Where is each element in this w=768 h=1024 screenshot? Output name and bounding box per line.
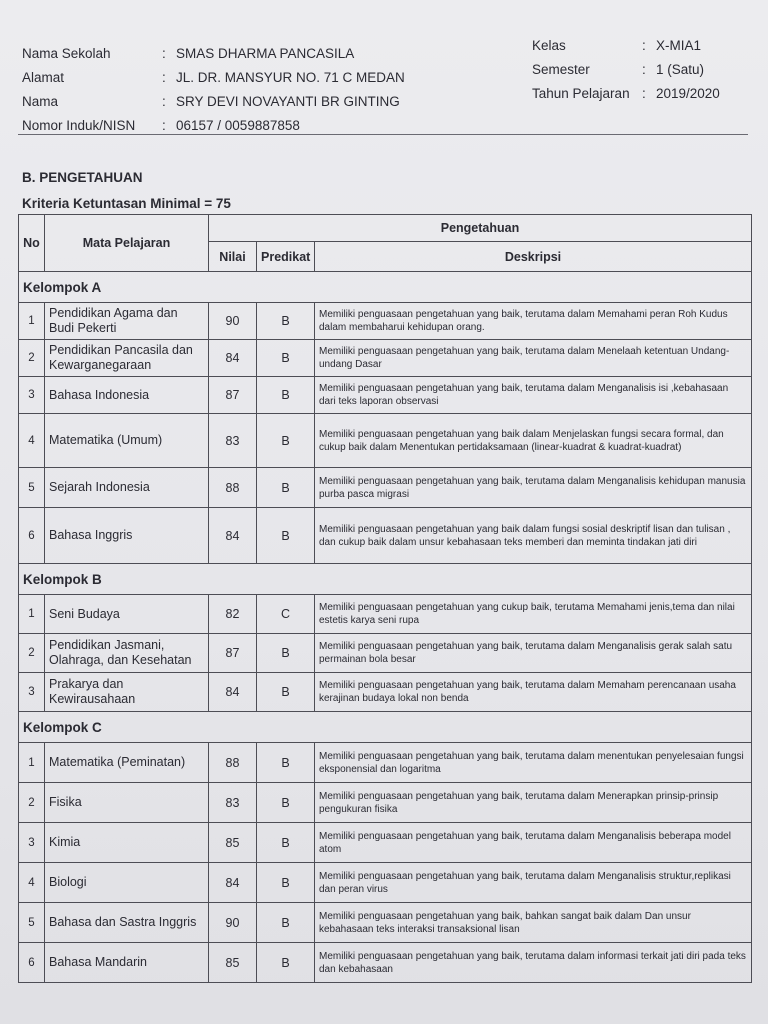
info-separator: : <box>162 94 166 109</box>
info-value: 1 (Satu) <box>656 62 705 77</box>
row-predicate: B <box>257 863 315 903</box>
info-value: JL. DR. MANSYUR NO. 71 C MEDAN <box>176 70 405 85</box>
student-info <box>22 42 405 138</box>
row-description: Memiliki penguasaan pengetahuan yang baik, terutama dalam Menganalisis gerak salah satu permainan bola besar <box>315 634 752 673</box>
row-description: Memiliki penguasaan pengetahuan yang baik, terutama dalam informasi terkait jati diri pada teks dan kebahasaan <box>315 943 752 983</box>
row-predicate: B <box>257 903 315 943</box>
info-separator: : <box>162 46 166 61</box>
row-predicate: B <box>257 743 315 783</box>
info-separator: : <box>642 38 646 53</box>
info-value: SRY DEVI NOVAYANTI BR GINTING <box>176 94 400 109</box>
table-row <box>19 595 752 634</box>
grades-table <box>18 214 752 983</box>
row-predicate: C <box>257 595 315 634</box>
row-no: 4 <box>19 414 45 468</box>
row-value: 84 <box>209 340 257 377</box>
row-no: 5 <box>19 468 45 508</box>
table-row <box>19 303 752 340</box>
header-knowledge: Pengetahuan <box>209 215 752 242</box>
table-row <box>19 823 752 863</box>
header-divider <box>18 134 748 135</box>
row-value: 90 <box>209 303 257 340</box>
info-row-semester <box>532 58 720 82</box>
row-value: 85 <box>209 823 257 863</box>
group-row <box>19 712 752 743</box>
table-row <box>19 468 752 508</box>
row-predicate: B <box>257 340 315 377</box>
row-subject: Bahasa dan Sastra Inggris <box>45 903 209 943</box>
info-label: Semester <box>532 62 590 77</box>
row-subject: Kimia <box>45 823 209 863</box>
info-label: Alamat <box>22 70 65 85</box>
row-description: Memiliki penguasaan pengetahuan yang baik dalam Menjelaskan fungsi secara formal, dan cukup baik dalam Menentukan pertidaksamaan (linear-kuadrat & kuadrat-kuadrat) <box>315 414 752 468</box>
row-subject: Seni Budaya <box>45 595 209 634</box>
kkm-label: Kriteria Ketuntasan Minimal = 75 <box>22 196 231 211</box>
row-value: 87 <box>209 634 257 673</box>
row-subject: Prakarya dan Kewirausahaan <box>45 673 209 712</box>
row-description: Memiliki penguasaan pengetahuan yang baik dalam fungsi sosial deskriptif lisan dan tulisan , dan cukup baik dalam unsur kebahasaan teks memberi dan meminta tindakan jati diri <box>315 508 752 564</box>
row-no: 2 <box>19 783 45 823</box>
row-no: 1 <box>19 303 45 340</box>
row-subject: Pendidikan Agama dan Budi Pekerti <box>45 303 209 340</box>
info-label: Tahun Pelajaran <box>532 86 630 101</box>
info-value: X-MIA1 <box>656 38 702 53</box>
row-no: 2 <box>19 634 45 673</box>
row-description: Memiliki penguasaan pengetahuan yang baik, terutama dalam Menganalisis kehidupan manusia purba pasca migrasi <box>315 468 752 508</box>
row-predicate: B <box>257 634 315 673</box>
table-row <box>19 673 752 712</box>
section-title: B. PENGETAHUAN <box>22 170 143 185</box>
info-row-school <box>22 42 405 66</box>
row-subject: Pendidikan Jasmani, Olahraga, dan Kesehatan <box>45 634 209 673</box>
group-row <box>19 272 752 303</box>
row-value: 87 <box>209 377 257 414</box>
info-separator: : <box>642 86 646 101</box>
group-name: Kelompok A <box>19 272 752 303</box>
table-row <box>19 634 752 673</box>
row-subject: Matematika (Peminatan) <box>45 743 209 783</box>
row-subject: Pendidikan Pancasila dan Kewarganegaraan <box>45 340 209 377</box>
row-no: 4 <box>19 863 45 903</box>
class-info <box>532 34 720 106</box>
info-row-name <box>22 90 405 114</box>
row-subject: Biologi <box>45 863 209 903</box>
info-label: Kelas <box>532 38 566 53</box>
row-no: 6 <box>19 508 45 564</box>
row-no: 1 <box>19 595 45 634</box>
row-description: Memiliki penguasaan pengetahuan yang baik, terutama dalam Menganalisis isi ,kebahasaan dari teks laporan observasi <box>315 377 752 414</box>
row-no: 2 <box>19 340 45 377</box>
table-row <box>19 340 752 377</box>
row-subject: Matematika (Umum) <box>45 414 209 468</box>
row-value: 84 <box>209 508 257 564</box>
row-description: Memiliki penguasaan pengetahuan yang cukup baik, terutama Memahami jenis,tema dan nilai estetis karya seni rupa <box>315 595 752 634</box>
row-no: 6 <box>19 943 45 983</box>
row-description: Memiliki penguasaan pengetahuan yang baik, terutama dalam menentukan penyelesaian fungsi eksponensial dan logaritma <box>315 743 752 783</box>
row-value: 88 <box>209 468 257 508</box>
row-subject: Bahasa Mandarin <box>45 943 209 983</box>
info-label: Nomor Induk/NISN <box>22 118 136 133</box>
group-row <box>19 564 752 595</box>
group-name: Kelompok C <box>19 712 752 743</box>
header-value: Nilai <box>209 242 257 272</box>
row-description: Memiliki penguasaan pengetahuan yang baik, terutama dalam Memaham perencanaan usaha kerajinan budaya lokal non benda <box>315 673 752 712</box>
row-no: 1 <box>19 743 45 783</box>
row-predicate: B <box>257 377 315 414</box>
info-separator: : <box>162 70 166 85</box>
info-row-year <box>532 82 720 106</box>
table-row <box>19 943 752 983</box>
info-value: SMAS DHARMA PANCASILA <box>176 46 355 61</box>
header-predicate: Predikat <box>257 242 315 272</box>
row-predicate: B <box>257 783 315 823</box>
table-row <box>19 783 752 823</box>
header-description: Deskripsi <box>315 242 752 272</box>
info-separator: : <box>642 62 646 77</box>
row-predicate: B <box>257 943 315 983</box>
row-value: 82 <box>209 595 257 634</box>
row-value: 83 <box>209 414 257 468</box>
row-subject: Bahasa Indonesia <box>45 377 209 414</box>
row-value: 83 <box>209 783 257 823</box>
table-row <box>19 414 752 468</box>
row-description: Memiliki penguasaan pengetahuan yang baik, terutama dalam Memahami peran Roh Kudus dalam membaharui kehidupan orang. <box>315 303 752 340</box>
row-subject: Fisika <box>45 783 209 823</box>
info-label: Nama Sekolah <box>22 46 111 61</box>
row-value: 85 <box>209 943 257 983</box>
row-subject: Bahasa Inggris <box>45 508 209 564</box>
row-no: 5 <box>19 903 45 943</box>
row-value: 90 <box>209 903 257 943</box>
table-row <box>19 863 752 903</box>
group-name: Kelompok B <box>19 564 752 595</box>
info-row-class <box>532 34 720 58</box>
row-predicate: B <box>257 303 315 340</box>
row-no: 3 <box>19 823 45 863</box>
row-no: 3 <box>19 377 45 414</box>
row-description: Memiliki penguasaan pengetahuan yang baik, terutama dalam Menelaah ketentuan Undang-undang Dasar <box>315 340 752 377</box>
header-subject: Mata Pelajaran <box>45 215 209 272</box>
table-row <box>19 377 752 414</box>
info-value: 2019/2020 <box>656 86 720 101</box>
row-description: Memiliki penguasaan pengetahuan yang baik, bahkan sangat baik dalam Dan unsur kebahasaan teks interaksi transaksional lisan <box>315 903 752 943</box>
info-label: Nama <box>22 94 59 109</box>
info-separator: : <box>162 118 166 133</box>
row-description: Memiliki penguasaan pengetahuan yang baik, terutama dalam Menganalisis beberapa model atom <box>315 823 752 863</box>
row-no: 3 <box>19 673 45 712</box>
row-predicate: B <box>257 508 315 564</box>
table-row <box>19 743 752 783</box>
row-predicate: B <box>257 468 315 508</box>
row-description: Memiliki penguasaan pengetahuan yang baik, terutama dalam Menganalisis struktur,replikasi dan peran virus <box>315 863 752 903</box>
info-value: 06157 / 0059887858 <box>176 118 300 133</box>
table-row <box>19 508 752 564</box>
row-predicate: B <box>257 414 315 468</box>
row-subject: Sejarah Indonesia <box>45 468 209 508</box>
table-row <box>19 903 752 943</box>
row-value: 84 <box>209 863 257 903</box>
header-no: No <box>19 215 45 272</box>
info-row-address <box>22 66 405 90</box>
row-description: Memiliki penguasaan pengetahuan yang baik, terutama dalam Menerapkan prinsip-prinsip pengukuran fisika <box>315 783 752 823</box>
row-value: 84 <box>209 673 257 712</box>
row-value: 88 <box>209 743 257 783</box>
row-predicate: B <box>257 823 315 863</box>
row-predicate: B <box>257 673 315 712</box>
